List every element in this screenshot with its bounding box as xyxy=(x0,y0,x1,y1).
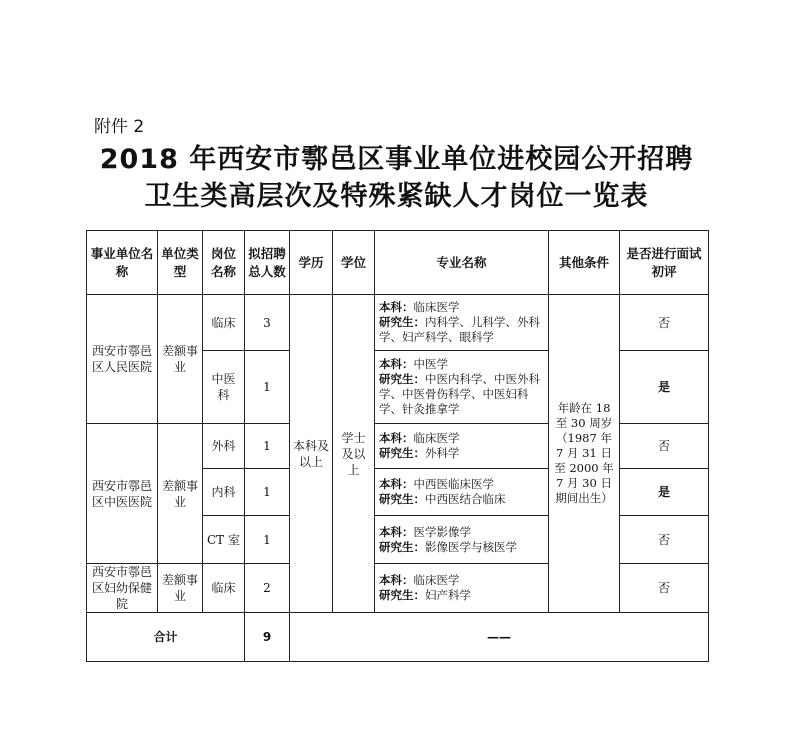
grad-major: 中西医结合临床 xyxy=(425,492,506,506)
header-unit-type: 单位类型 xyxy=(158,231,203,295)
header-interview: 是否进行面试初评 xyxy=(620,231,709,295)
interview-cell: 否 xyxy=(620,564,709,613)
unit-name-cell: 西安市鄠邑区人民医院 xyxy=(87,295,158,424)
header-row xyxy=(87,231,709,295)
title-line-2: 卫生类高层次及特殊紧缺人才岗位一览表 xyxy=(144,181,649,212)
header-post-name: 岗位名称 xyxy=(203,231,245,295)
header-unit-name: 事业单位名称 xyxy=(87,231,158,295)
header-degree: 学位 xyxy=(333,231,375,295)
other-conditions-cell: 年龄在 18 至 30 周岁（1987 年 7 月 31 日至 2000 年 7 月 30 日期间出生） xyxy=(549,295,620,613)
grad-major: 外科学 xyxy=(425,446,460,460)
table-row xyxy=(87,295,709,351)
undergrad-label: 本科： xyxy=(379,300,414,314)
grad-major: 中医内科学、中医外科学、中医骨伤科学、中医妇科学、针灸推拿学 xyxy=(379,372,540,416)
count-cell: 1 xyxy=(245,351,290,424)
undergrad-major: 临床医学 xyxy=(413,431,460,445)
undergrad-label: 本科： xyxy=(379,477,414,491)
count-cell: 3 xyxy=(245,295,290,351)
grad-label: 研究生： xyxy=(379,492,425,506)
interview-cell: 是 xyxy=(620,469,709,516)
grad-label: 研究生： xyxy=(379,588,425,602)
interview-cell: 是 xyxy=(620,351,709,424)
header-recruit-total: 拟招聘总人数 xyxy=(245,231,290,295)
grad-label: 研究生： xyxy=(379,539,425,554)
count-cell: 1 xyxy=(245,516,290,564)
count-cell: 1 xyxy=(245,469,290,516)
undergrad-label: 本科： xyxy=(379,357,414,371)
major-cell xyxy=(375,424,549,469)
header-major: 专业名称 xyxy=(375,231,549,295)
total-count: 9 xyxy=(245,613,290,662)
unit-type-cell: 差额事业 xyxy=(158,424,203,564)
interview-cell: 否 xyxy=(620,295,709,351)
undergrad-label: 本科： xyxy=(379,431,414,445)
interview-cell: 否 xyxy=(620,516,709,564)
degree-cell: 学士及以上 xyxy=(333,295,375,613)
education-cell: 本科及以上 xyxy=(290,295,333,613)
undergrad-major: 中医学 xyxy=(413,357,448,371)
grad-major: 影像医学与核医学 xyxy=(425,539,517,554)
grad-label: 研究生： xyxy=(379,446,425,460)
major-cell xyxy=(375,295,549,351)
count-cell: 1 xyxy=(245,424,290,469)
post-cell: 临床 xyxy=(203,295,245,351)
post-cell: 内科 xyxy=(203,469,245,516)
unit-type-cell: 差额事业 xyxy=(158,564,203,613)
undergrad-label: 本科： xyxy=(379,524,414,539)
major-cell xyxy=(375,516,549,564)
grad-major: 妇产科学 xyxy=(425,588,471,602)
major-cell xyxy=(375,469,549,516)
positions-table xyxy=(86,230,709,662)
count-cell: 2 xyxy=(245,564,290,613)
header-other: 其他条件 xyxy=(549,231,620,295)
post-cell: CT 室 xyxy=(203,516,245,564)
undergrad-label: 本科： xyxy=(379,573,414,587)
undergrad-major: 医学影像学 xyxy=(413,524,471,539)
post-cell: 外科 xyxy=(203,424,245,469)
grad-label: 研究生： xyxy=(379,372,425,386)
grad-label: 研究生： xyxy=(379,315,425,329)
major-cell xyxy=(375,351,549,424)
post-cell: 中医科 xyxy=(203,351,245,424)
header-education: 学历 xyxy=(290,231,333,295)
interview-cell: 否 xyxy=(620,424,709,469)
major-cell xyxy=(375,564,549,613)
undergrad-major: 临床医学 xyxy=(413,573,460,587)
undergrad-major: 临床医学 xyxy=(413,300,460,314)
attachment-label: 附件 2 xyxy=(94,117,145,137)
total-row xyxy=(87,613,709,662)
total-rest: —— xyxy=(290,613,709,662)
total-label: 合计 xyxy=(87,613,245,662)
undergrad-major: 中西医临床医学 xyxy=(413,477,494,491)
title-line-1: 2018 年西安市鄠邑区事业单位进校园公开招聘 xyxy=(99,144,694,175)
post-cell: 临床 xyxy=(203,564,245,613)
unit-name-cell: 西安市鄠邑区妇幼保健院 xyxy=(87,564,158,613)
unit-name-cell: 西安市鄠邑区中医医院 xyxy=(87,424,158,564)
grad-major: 内科学、儿科学、外科学、妇产科学、眼科学 xyxy=(379,315,540,344)
unit-type-cell: 差额事业 xyxy=(158,295,203,424)
